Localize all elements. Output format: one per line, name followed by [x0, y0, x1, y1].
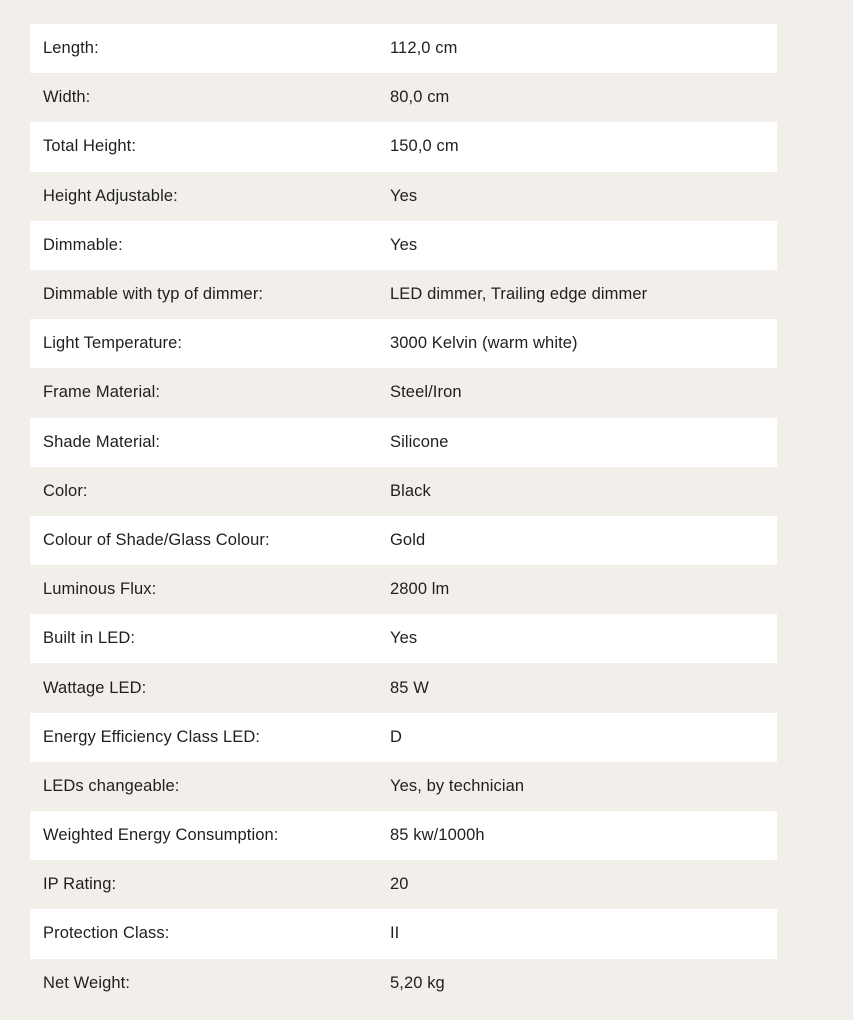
spec-value: Yes	[390, 629, 418, 648]
spec-label: Width:	[43, 88, 91, 107]
spec-label: Color:	[43, 481, 88, 500]
spec-row-ip-rating	[30, 860, 777, 909]
spec-value: Yes	[390, 235, 418, 254]
spec-value: 85 kw/1000h	[390, 826, 485, 845]
spec-row-shade-colour	[30, 516, 777, 565]
spec-value: 20	[390, 875, 409, 894]
spec-label: Wattage LED:	[43, 678, 147, 697]
spec-row-height-adjustable	[30, 172, 777, 221]
spec-row-color	[30, 467, 777, 516]
spec-label: Net Weight:	[43, 973, 130, 992]
spec-row-shade-material	[30, 418, 777, 467]
spec-label: Weighted Energy Consumption:	[43, 826, 279, 845]
spec-label: Length:	[43, 39, 99, 58]
spec-value: D	[390, 727, 403, 746]
spec-table	[30, 24, 777, 1008]
spec-label: Frame Material:	[43, 383, 161, 402]
spec-row-energy-class	[30, 713, 777, 762]
spec-row-width	[30, 73, 777, 122]
spec-value: Steel/Iron	[390, 383, 462, 402]
spec-label: Height Adjustable:	[43, 186, 178, 205]
spec-label: Shade Material:	[43, 432, 161, 451]
spec-value: Yes	[390, 186, 418, 205]
spec-row-dimmable	[30, 221, 777, 270]
spec-value: Silicone	[390, 432, 449, 451]
spec-value: Yes, by technician	[390, 776, 525, 795]
spec-row-luminous-flux	[30, 565, 777, 614]
spec-value: 3000 Kelvin (warm white)	[390, 334, 578, 353]
spec-label: Colour of Shade/Glass Colour:	[43, 530, 270, 549]
spec-value: 2800 lm	[390, 580, 450, 599]
spec-row-net-weight	[30, 959, 777, 1008]
spec-row-built-in-led	[30, 614, 777, 663]
spec-label: Energy Efficiency Class LED:	[43, 727, 261, 746]
spec-label: Luminous Flux:	[43, 580, 157, 599]
spec-label: Total Height:	[43, 137, 137, 156]
spec-value: Gold	[390, 530, 426, 549]
spec-value: II	[390, 924, 400, 943]
spec-value: LED dimmer, Trailing edge dimmer	[390, 285, 648, 304]
spec-row-length	[30, 24, 777, 73]
spec-row-energy-consumption	[30, 811, 777, 860]
spec-row-frame-material	[30, 368, 777, 417]
spec-value: 112,0 cm	[390, 39, 458, 58]
spec-label: Protection Class:	[43, 924, 170, 943]
spec-row-dimmer-type	[30, 270, 777, 319]
spec-row-wattage-led	[30, 663, 777, 712]
spec-label: LEDs changeable:	[43, 776, 180, 795]
spec-value: 85 W	[390, 678, 429, 697]
spec-value: 80,0 cm	[390, 88, 450, 107]
spec-label: IP Rating:	[43, 875, 117, 894]
spec-label: Built in LED:	[43, 629, 136, 648]
spec-label: Light Temperature:	[43, 334, 183, 353]
spec-value: 5,20 kg	[390, 973, 445, 992]
spec-row-light-temperature	[30, 319, 777, 368]
spec-label: Dimmable with typ of dimmer:	[43, 285, 264, 304]
spec-row-leds-changeable	[30, 762, 777, 811]
spec-label: Dimmable:	[43, 235, 123, 254]
spec-row-protection-class	[30, 909, 777, 958]
spec-value: Black	[390, 481, 431, 500]
spec-value: 150,0 cm	[390, 137, 459, 156]
spec-row-total-height	[30, 122, 777, 171]
